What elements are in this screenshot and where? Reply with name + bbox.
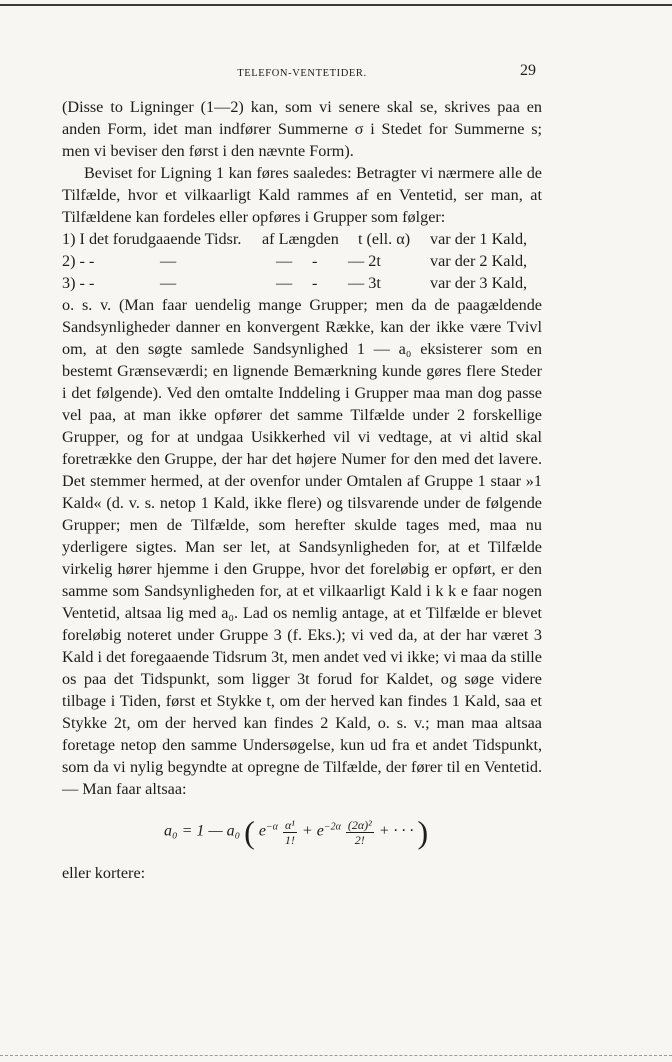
group-interval: — 2t xyxy=(348,252,381,270)
group-label: 2) - - xyxy=(62,252,95,270)
equation-lhs: a₀ = 1 — a₀ xyxy=(164,822,241,840)
group-row-1 xyxy=(62,228,542,250)
group-dash: — xyxy=(276,252,293,270)
fraction-2-num: (2α)² xyxy=(347,817,372,832)
body-text xyxy=(62,96,542,884)
group-dash: — xyxy=(276,274,293,292)
group-dash: — xyxy=(160,274,177,292)
fraction-2 xyxy=(346,818,374,847)
paragraph-2: Beviset for Ligning 1 kan føres saaledes: Betragter vi nærmere alle de Tilfælde, hvor et vilkaarligt Kald rammes af en Ventetid, ser man, at Tilfældene kan fordeles eller opføres i Grupper som følger: xyxy=(62,164,542,226)
exp-base: e xyxy=(316,822,324,840)
fraction-2-den: 2! xyxy=(354,832,365,847)
page-number: 29 xyxy=(520,62,536,79)
group-dash: - xyxy=(312,274,318,292)
group-dash: - xyxy=(312,252,318,270)
group-row-3 xyxy=(62,272,542,294)
close-paren: ) xyxy=(417,814,429,850)
group-label: 1) I det forudgaaende Tidsr. xyxy=(62,230,242,248)
group-label: 3) - - xyxy=(62,274,95,292)
group-row-2 xyxy=(62,250,542,272)
paragraph-3: o. s. v. (Man faar uendelig mange Grupper; men da de paagældende Sandsynligheder danner en konvergent Række, kan der ikke være Tvivl om, at den søgte samlede Sandsynlighed 1 — a₀ eksisterer som en bestemt Grænseværdi; en lignende Bemærkning kunde gøres flere Steder i det følgende). Ved den omtalte Inddeling i Grupper maa man dog passe vel paa, at man ikke opfører det samme Tilfælde under 2 forskellige Grupper, og for at undgaa Usikkerhed vil vi vedtage, at vi altid skal foretrække den Gruppe, der har det højere Numer for den med det lavere. Det stemmer hermed, at der ovenfor under Omtalen af Gruppe 1 staar »1 Kald« (d. v. s. netop 1 Kald, ikke flere) og tilsvarende under de følgende Grupper; men de Tilfælde, som herefter skulde tages med, maa nu yderligere sigtes. Man ser let, at Sandsynligheden for, at et Tilfælde virkelig hører hjemme i den Gruppe, hvor det foreløbig er opført, er den samme som Sandsynligheden for, at et vilkaarligt Kald i k k e faar nogen Ventetid, altsaa lig med a₀. Lad os nemlig antage, at et Tilfælde er blevet foreløbig noteret under Gruppe 3 (f. Eks.); vi ved da, at der har været 3 Kald i det foregaaende Tidsrum 3t, men andet ved vi ikke; vi maa da stille os paa det Tidspunkt, som ligger 3t forud for Kaldet, og søge videre tilbage i Tiden, først et Stykke t, om der herved kan findes 1 Kald, saa et Stykke 2t, om der herved kan findes 2 Kald, o. s. v.; man maa altsaa foretage netop den samme Undersøgelse, kun ud fra et andet Tidspunkt, som da vi nylig begyndte at opregne de Tilfælde, der fører til en Ventetid. — Man faar altsaa: xyxy=(62,296,542,798)
equation-tail: + · · · xyxy=(378,822,414,840)
group-interval: — 3t xyxy=(348,274,381,292)
equation xyxy=(62,812,542,852)
open-paren: ( xyxy=(244,814,255,850)
exp-base: e xyxy=(258,822,266,840)
equation-body xyxy=(164,816,428,848)
top-rule xyxy=(0,4,672,6)
plus-sign: + xyxy=(301,822,313,840)
exp-2: −2α xyxy=(323,821,341,833)
group-interval: t (ell. α) xyxy=(358,230,411,248)
fraction-1-num: α¹ xyxy=(283,818,297,833)
bottom-rule xyxy=(0,1055,672,1056)
group-length-label: af Længden xyxy=(262,230,339,248)
group-calls: var der 2 Kald, xyxy=(430,252,528,270)
group-dash: — xyxy=(160,252,177,270)
closing-line: eller kortere: xyxy=(62,864,146,882)
paragraph-1: (Disse to Ligninger (1—2) kan, som vi senere skal se, skrives paa en anden Form, idet man indfører Summerne σ i Stedet for Summerne s; men vi beviser den først i den nævnte Form). xyxy=(62,98,542,160)
fraction-1-den: 1! xyxy=(284,832,295,847)
running-head: TELEFON-VENTETIDER. xyxy=(237,68,367,79)
group-calls: var der 3 Kald, xyxy=(430,274,528,292)
group-calls: var der 1 Kald, xyxy=(430,230,528,248)
group-list xyxy=(62,228,542,294)
exp-1: −α xyxy=(265,821,278,833)
fraction-1 xyxy=(283,818,297,847)
